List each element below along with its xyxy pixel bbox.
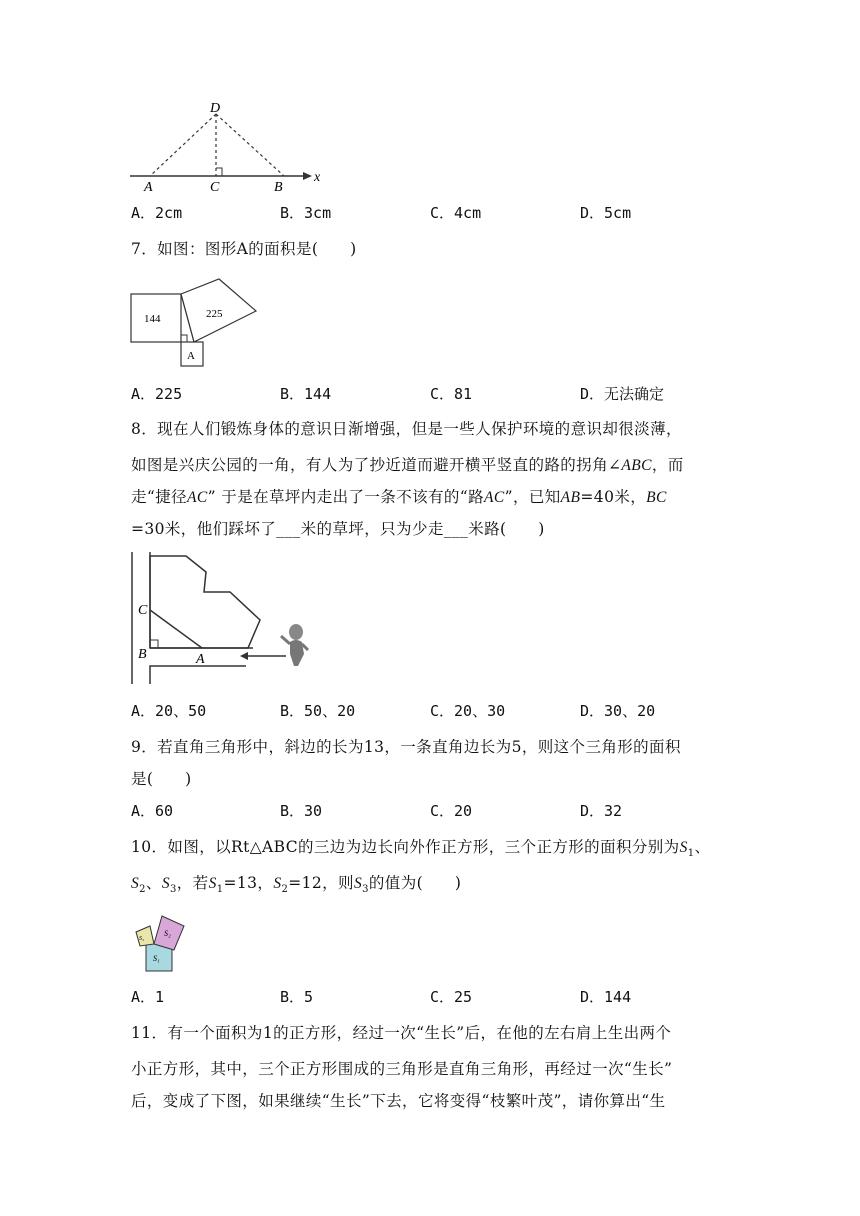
q9-option-c: C．20 (430, 802, 473, 820)
q9-line-1: 9．若直角三角形中，斜边的长为13，一条直角边长为5，则这个三角形的面积 (131, 738, 681, 756)
q8-line-2: 如图是兴庆公园的一角，有人为了抄近道而避开横平竖直的路的拐角∠ABC，而 (131, 456, 684, 474)
q8-option-a: A．20、50 (131, 702, 207, 720)
segment-DA (150, 114, 216, 176)
q8-figure (128, 550, 328, 690)
q9-line-2: 是( ) (131, 770, 192, 788)
q8-option-d: D．30、20 (580, 702, 656, 720)
q8-option-b: B．50、20 (280, 702, 356, 720)
q11-line-2: 小正方形，其中，三个正方形围成的三角形是直角三角形，再经过一次“生长” (131, 1060, 673, 1078)
q10-option-a: A．1 (131, 988, 165, 1006)
x-axis-arrow (303, 172, 312, 180)
q6-option-a: A．2cm (131, 204, 183, 222)
label-225: 225 (206, 308, 223, 320)
lawn-outline (150, 556, 260, 648)
q8-option-c: C．20、30 (430, 702, 506, 720)
q6-option-b: B．3cm (280, 204, 332, 222)
right-angle-mark (216, 168, 222, 176)
q7-option-a: A．225 (131, 385, 183, 403)
q11-line-1: 11．有一个面积为1的正方形，经过一次“生长”后，在他的左右肩上生出两个 (131, 1024, 672, 1042)
q10-figure (132, 910, 192, 976)
q6-option-c: C．4cm (430, 204, 482, 222)
label-B: B (138, 647, 147, 662)
q8-line-3: 走“捷径AC” 于是在草坪内走出了一条不该有的“路AC”，已知AB=40米，BC (131, 488, 667, 506)
q10-option-c: C．25 (430, 988, 473, 1006)
label-S2: S₂ (164, 929, 171, 938)
label-A: A (196, 652, 205, 667)
segment-DB (216, 114, 284, 176)
right-angle-mark (150, 640, 158, 648)
label-S3: S₃ (139, 936, 145, 942)
label-C: C (210, 180, 220, 194)
walk-arrowhead (240, 652, 248, 660)
q8-line-1: 8．现在人们锻炼身体的意识日渐增强，但是一些人保护环境的意识却很淡薄， (131, 420, 682, 438)
q6-figure (128, 100, 328, 194)
q8-line-4: =30米，他们踩坏了___米的草坪，只为少走___米路( ) (131, 520, 545, 538)
q7-option-c: C．81 (430, 385, 473, 403)
label-S1: S₁ (153, 954, 160, 963)
q10-line-1: 10．如图，以Rt△ABC的三边为边长向外作正方形，三个正方形的面积分别为$S_1$、 (131, 838, 711, 860)
label-C: C (138, 603, 148, 618)
label-A: A (187, 350, 195, 362)
q6-option-d: D．5cm (580, 204, 632, 222)
q9-option-a: A．60 (131, 802, 174, 820)
road-lower (150, 666, 246, 684)
label-A: A (144, 180, 153, 194)
label-B: B (274, 180, 283, 194)
q9-option-b: B．30 (280, 802, 323, 820)
q10-line-2: $S_2$、$S_3$，若$S_1=13$，$S_2=12$，则$S_3$的值为( ) (131, 874, 462, 896)
q7-stem: 7．如图：图形A的面积是( ) (131, 240, 357, 258)
q7-figure (128, 277, 263, 372)
q11-line-3: 后，变成了下图，如果继续“生长”下去，它将变得“枝繁叶茂”，请你算出“生 (131, 1092, 666, 1110)
person-icon (281, 624, 308, 666)
q9-option-d: D．32 (580, 802, 623, 820)
right-angle-mark (181, 335, 187, 342)
label-D: D (210, 101, 221, 116)
label-144: 144 (144, 313, 161, 325)
q7-option-b: B．144 (280, 385, 332, 403)
label-x: x (314, 170, 321, 185)
q10-option-b: B．5 (280, 988, 314, 1006)
q7-option-d: D．无法确定 (580, 385, 665, 403)
q10-option-d: D．144 (580, 988, 632, 1006)
